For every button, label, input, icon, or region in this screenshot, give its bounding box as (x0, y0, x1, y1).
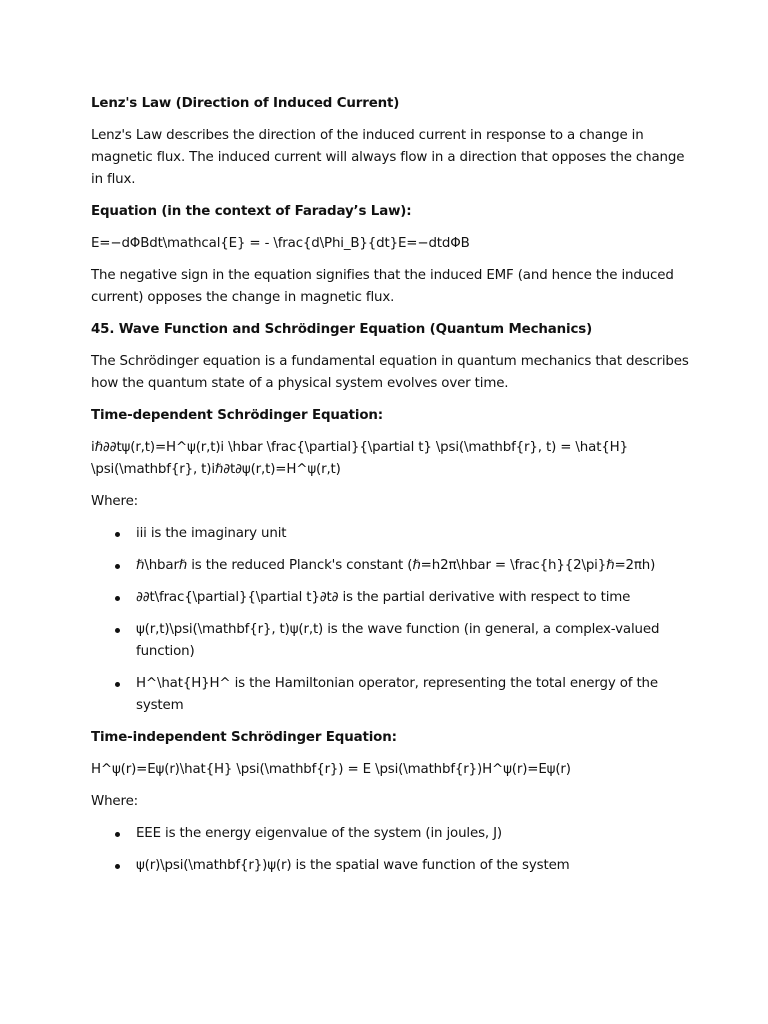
bullet-icon (115, 564, 120, 569)
time-dependent-equation: iℏ∂∂tψ(r,t)=H^ψ(r,t)i \hbar \frac{\partial}{\partial t} \psi(\mathbf{r}, t) = \hat{H} \psi(\mathbf{r}, t)iℏ∂t∂ψ(r,t)=H^ψ(r,t) (91, 440, 628, 477)
list-item (91, 619, 691, 663)
list-item-text: H^\hat{H}H^ is the Hamiltonian operator, representing the total energy of the system (136, 676, 658, 713)
list-item-text: iii is the imaginary unit (136, 526, 287, 541)
list-item-text: ℏ\hbarℏ is the reduced Planck's constant (ℏ=h2π\hbar = \frac{h}{2\pi}ℏ=2πh) (136, 558, 656, 573)
time-independent-heading: Time-independent Schrödinger Equation: (91, 730, 397, 745)
list-item (91, 823, 691, 845)
lenz-heading: Lenz's Law (Direction of Induced Current) (91, 96, 400, 111)
list-item-text: ∂∂t\frac{\partial}{\partial t}∂t∂ is the partial derivative with respect to time (136, 590, 631, 605)
bullet-icon (115, 628, 120, 633)
lenz-description: Lenz's Law describes the direction of the induced current in response to a change in magnetic flux. The induced current will always flow in a direction that opposes the change in flux. (91, 128, 685, 187)
list-item (91, 855, 691, 877)
list-item-text: ψ(r,t)\psi(\mathbf{r}, t)ψ(r,t) is the wave function (in general, a complex-valued function) (136, 622, 660, 659)
document-content (91, 93, 691, 887)
bullet-icon (115, 864, 120, 869)
lenz-equation: E=−dΦBdt\mathcal{E} = - \frac{d\Phi_B}{dt}E=−dtdΦB (91, 236, 470, 251)
bullet-icon (115, 596, 120, 601)
bullet-icon (115, 832, 120, 837)
time-dependent-where: Where: (91, 494, 139, 509)
schrodinger-description: The Schrödinger equation is a fundamental equation in quantum mechanics that describes how the quantum state of a physical system evolves over time. (91, 354, 689, 391)
list-item-text: EEE is the energy eigenvalue of the system (in joules, J) (136, 826, 502, 841)
list-item (91, 673, 691, 717)
list-item (91, 555, 691, 577)
time-dependent-heading: Time-dependent Schrödinger Equation: (91, 408, 383, 423)
time-independent-bullet-list (91, 823, 691, 877)
schrodinger-heading: 45. Wave Function and Schrödinger Equation (Quantum Mechanics) (91, 322, 593, 337)
time-independent-where: Where: (91, 794, 139, 809)
list-item (91, 523, 691, 545)
time-dependent-bullet-list (91, 523, 691, 717)
list-item (91, 587, 691, 609)
lenz-note: The negative sign in the equation signifies that the induced EMF (and hence the induced current) opposes the change in magnetic flux. (91, 268, 674, 305)
lenz-equation-heading: Equation (in the context of Faraday’s Law): (91, 204, 412, 219)
bullet-icon (115, 532, 120, 537)
list-item-text: ψ(r)\psi(\mathbf{r})ψ(r) is the spatial wave function of the system (136, 858, 570, 873)
time-independent-equation: H^ψ(r)=Eψ(r)\hat{H} \psi(\mathbf{r}) = E \psi(\mathbf{r})H^ψ(r)=Eψ(r) (91, 762, 571, 777)
bullet-icon (115, 682, 120, 687)
